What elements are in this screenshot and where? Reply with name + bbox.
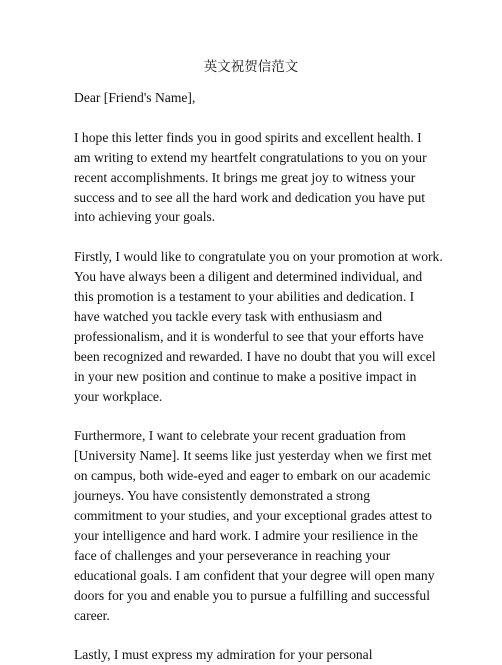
paragraph-4 [74,645,434,665]
paragraph-line: professionalism, and it is wonderful to see that your efforts have [74,328,424,344]
paragraph-1 [74,128,434,228]
paragraph-gap [74,227,434,247]
paragraph-line: your workplace. [74,388,163,404]
paragraph-2 [74,247,443,406]
letter-body [74,88,443,665]
paragraph-line: recent accomplishments. It brings me great joy to witness your [74,169,416,185]
paragraph-line: [University Name]. It seems like just yesterday when we first met [74,448,432,464]
paragraph-gap [74,625,434,645]
paragraph-line: into achieving your goals. [74,209,216,225]
paragraph-line: You have always been a diligent and determined individual, and [74,269,423,285]
paragraph-line: your intelligence and hard work. I admire your resilience in the [74,527,418,543]
paragraph-line: educational goals. I am confident that your degree will open many [74,567,435,583]
paragraph-line: I hope this letter finds you in good spirits and excellent health. I [74,129,422,145]
paragraph-line: Firstly, I would like to congratulate you on your promotion at work. [74,249,443,265]
paragraph-line: success and to see all the hard work and dedication you have put [74,189,426,205]
paragraph-line: journeys. You have consistently demonstrated a strong [74,488,371,504]
paragraph-gap [74,108,434,128]
salutation: Dear [Friend's Name], [74,90,196,105]
paragraph-gap [74,406,434,426]
paragraph-line: been recognized and rewarded. I have no doubt that you will excel [74,348,436,364]
paragraph-line: career. [74,607,110,623]
paragraph-line: in your new position and continue to make a positive impact in [74,368,417,384]
paragraph-line: Furthermore, I want to celebrate your recent graduation from [74,428,406,444]
document-title: 英文祝贺信范文 [203,59,299,74]
paragraph-line: am writing to extend my heartfelt congratulations to you on your [74,149,427,165]
paragraph-line: face of challenges and your perseverance in reaching your [74,547,391,563]
paragraph-line: Lastly, I must express my admiration for your personal [74,647,373,663]
paragraph-line: this promotion is a testament to your abilities and dedication. I [74,289,415,305]
paragraph-line: on campus, both wide-eyed and eager to embark on our academic [74,468,431,484]
paragraph-line: doors for you and enable you to pursue a fulfilling and successful [74,587,430,603]
paragraph-line: have watched you tackle every task with enthusiasm and [74,308,383,324]
paragraph-3 [74,426,434,625]
paragraph-line: commitment to your studies, and your exceptional grades attest to [74,507,432,523]
